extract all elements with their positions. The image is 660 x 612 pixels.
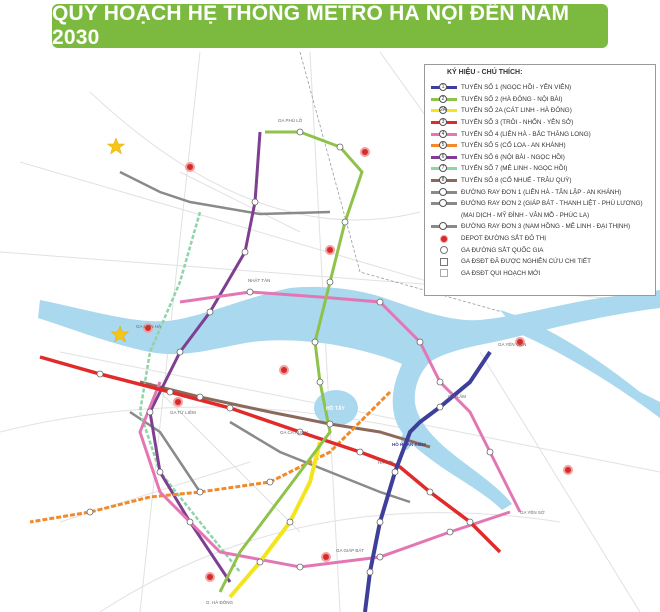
legend-line-number: 5 bbox=[439, 141, 447, 149]
legend-label: TUYẾN SỐ 6 (NỘI BÀI - NGỌC HỒI) bbox=[461, 153, 565, 161]
legend-item bbox=[431, 186, 649, 198]
label-nhat-tan: NHẬT TÂN bbox=[248, 278, 271, 283]
legend-swatch bbox=[431, 258, 457, 266]
legend-label: TUYẾN SỐ 2A (CÁT LINH - HÀ ĐÔNG) bbox=[461, 107, 572, 115]
legend-label: TUYẾN SỐ 3 (TRÔI - NHỔN - YÊN SỞ) bbox=[461, 119, 574, 127]
legend-item bbox=[431, 268, 649, 280]
legend-item bbox=[431, 82, 649, 94]
legend-swatch bbox=[431, 165, 457, 173]
legend-rows bbox=[431, 82, 649, 279]
legend-line-number: 7 bbox=[439, 164, 447, 172]
label-ga-phu-lo: GA PHÚ LỖ bbox=[278, 118, 303, 123]
legend-line-number bbox=[439, 199, 447, 207]
legend-item bbox=[431, 163, 649, 175]
label-gia-lam: GIA LÂM bbox=[448, 394, 467, 399]
label-ga-yen-so: GA YÊN SỞ bbox=[520, 510, 545, 515]
label-ga-giap-bat: GA GIÁP BÁT bbox=[336, 548, 365, 553]
legend-label: GA ĐSĐT ĐÃ ĐƯỢC NGHIÊN CỨU CHI TIẾT bbox=[461, 258, 591, 266]
legend-swatch bbox=[431, 153, 457, 161]
map-legend bbox=[424, 64, 656, 296]
national-marker-icon bbox=[440, 246, 448, 254]
legend-line-number bbox=[439, 188, 447, 196]
depot-marker-icon bbox=[440, 235, 448, 243]
station_detailed-marker-icon bbox=[440, 258, 448, 266]
star-markers bbox=[107, 138, 128, 342]
legend-label: TUYẾN SỐ 7 (MÊ LINH - NGỌC HỒI) bbox=[461, 165, 568, 173]
legend-line-number bbox=[439, 222, 447, 230]
legend-item bbox=[431, 210, 649, 222]
legend-swatch bbox=[431, 107, 457, 115]
legend-swatch bbox=[431, 200, 457, 208]
legend-label: TUYẾN SỐ 4 (LIÊN HÀ - BẮC THĂNG LONG) bbox=[461, 130, 591, 138]
legend-swatch bbox=[431, 223, 457, 231]
station_planned-marker-icon bbox=[440, 269, 448, 277]
legend-label: TUYẾN SỐ 5 (CỔ LOA - AN KHÁNH) bbox=[461, 142, 566, 150]
legend-item bbox=[431, 117, 649, 129]
legend-item bbox=[431, 175, 649, 187]
legend-item bbox=[431, 233, 649, 245]
legend-item bbox=[431, 140, 649, 152]
legend-swatch bbox=[431, 119, 457, 127]
legend-item bbox=[431, 221, 649, 233]
label-ga-yen-vien: GA YÊN VIÊN bbox=[498, 342, 527, 347]
legend-swatch bbox=[431, 142, 457, 150]
legend-swatch bbox=[431, 269, 457, 277]
label-ga-tu-liem: GA TỪ LIÊM bbox=[170, 410, 196, 415]
legend-title: KÝ HIỆU - CHÚ THÍCH: bbox=[447, 69, 523, 76]
legend-swatch bbox=[431, 188, 457, 196]
legend-item bbox=[431, 94, 649, 106]
legend-label: DEPOT ĐƯỜNG SẮT ĐÔ THỊ bbox=[461, 235, 546, 243]
legend-label: GA ĐSĐT QUI HOẠCH MỚI bbox=[461, 269, 541, 277]
legend-line-number: 4 bbox=[439, 130, 447, 138]
label-ga-ha-dong: G. HÀ ĐÔNG bbox=[206, 600, 234, 605]
legend-label: ĐƯỜNG RAY ĐƠN 3 (NAM HỒNG - MÊ LINH - ĐẠI THỊNH) bbox=[461, 223, 631, 231]
monorail-1 bbox=[120, 172, 330, 214]
legend-swatch bbox=[431, 246, 457, 254]
legend-item bbox=[431, 198, 649, 210]
legend-line-number: 2 bbox=[439, 95, 447, 103]
label-ho-hoan-kiem: HỒ HOÀN KIẾM bbox=[392, 442, 426, 447]
page-title: QUY HOẠCH HỆ THỐNG METRO HÀ NỘI ĐẾN NĂM 2030 bbox=[52, 2, 570, 49]
legend-line-number: 6 bbox=[439, 153, 447, 161]
legend-line-number: 2A bbox=[440, 107, 447, 114]
legend-line-number: 1 bbox=[439, 83, 447, 91]
line-6 bbox=[150, 132, 260, 582]
legend-line-number: 3 bbox=[439, 118, 447, 126]
label-ga-lien-ha: GA LIÊN HÀ bbox=[136, 324, 162, 329]
legend-item bbox=[431, 105, 649, 117]
duong-river bbox=[500, 310, 660, 418]
legend-label: TUYẾN SỐ 2 (HÀ ĐÔNG - NỘI BÀI) bbox=[461, 95, 563, 103]
label-ga-cat-linh: GA CÁT LINH bbox=[280, 430, 308, 435]
legend-label: TUYẾN SỐ 8 (CỔ NHUẾ - TRÂU QUỲ) bbox=[461, 177, 572, 185]
legend-item bbox=[431, 244, 649, 256]
legend-label: GA ĐƯỜNG SẮT QUỐC GIA bbox=[461, 246, 544, 254]
legend-swatch bbox=[431, 235, 457, 243]
label-ha-noi: HÀ NỘI bbox=[378, 460, 394, 465]
title-banner bbox=[52, 4, 608, 48]
legend-swatch bbox=[431, 95, 457, 103]
legend-label: ĐƯỜNG RAY ĐƠN 1 (LIÊN HÀ - TÂN LẬP - AN KHÁNH) bbox=[461, 188, 622, 196]
legend-line-number: 8 bbox=[439, 176, 447, 184]
legend-label: ĐƯỜNG RAY ĐƠN 2 (GIÁP BÁT - THANH LIỆT - PHÚ LƯƠNG) bbox=[461, 200, 643, 208]
legend-item bbox=[431, 256, 649, 268]
legend-item bbox=[431, 128, 649, 140]
label-ho-tay: HỒ TÂY bbox=[326, 406, 345, 412]
legend-swatch bbox=[431, 84, 457, 92]
legend-label: TUYẾN SỐ 1 (NGỌC HỒI - YÊN VIÊN) bbox=[461, 84, 572, 92]
legend-swatch bbox=[431, 177, 457, 185]
legend-swatch bbox=[431, 130, 457, 138]
legend-item bbox=[431, 152, 649, 164]
legend-label: (MAI DỊCH - MỸ ĐÌNH - VÂN MỖ - PHÚC LA) bbox=[461, 211, 590, 219]
